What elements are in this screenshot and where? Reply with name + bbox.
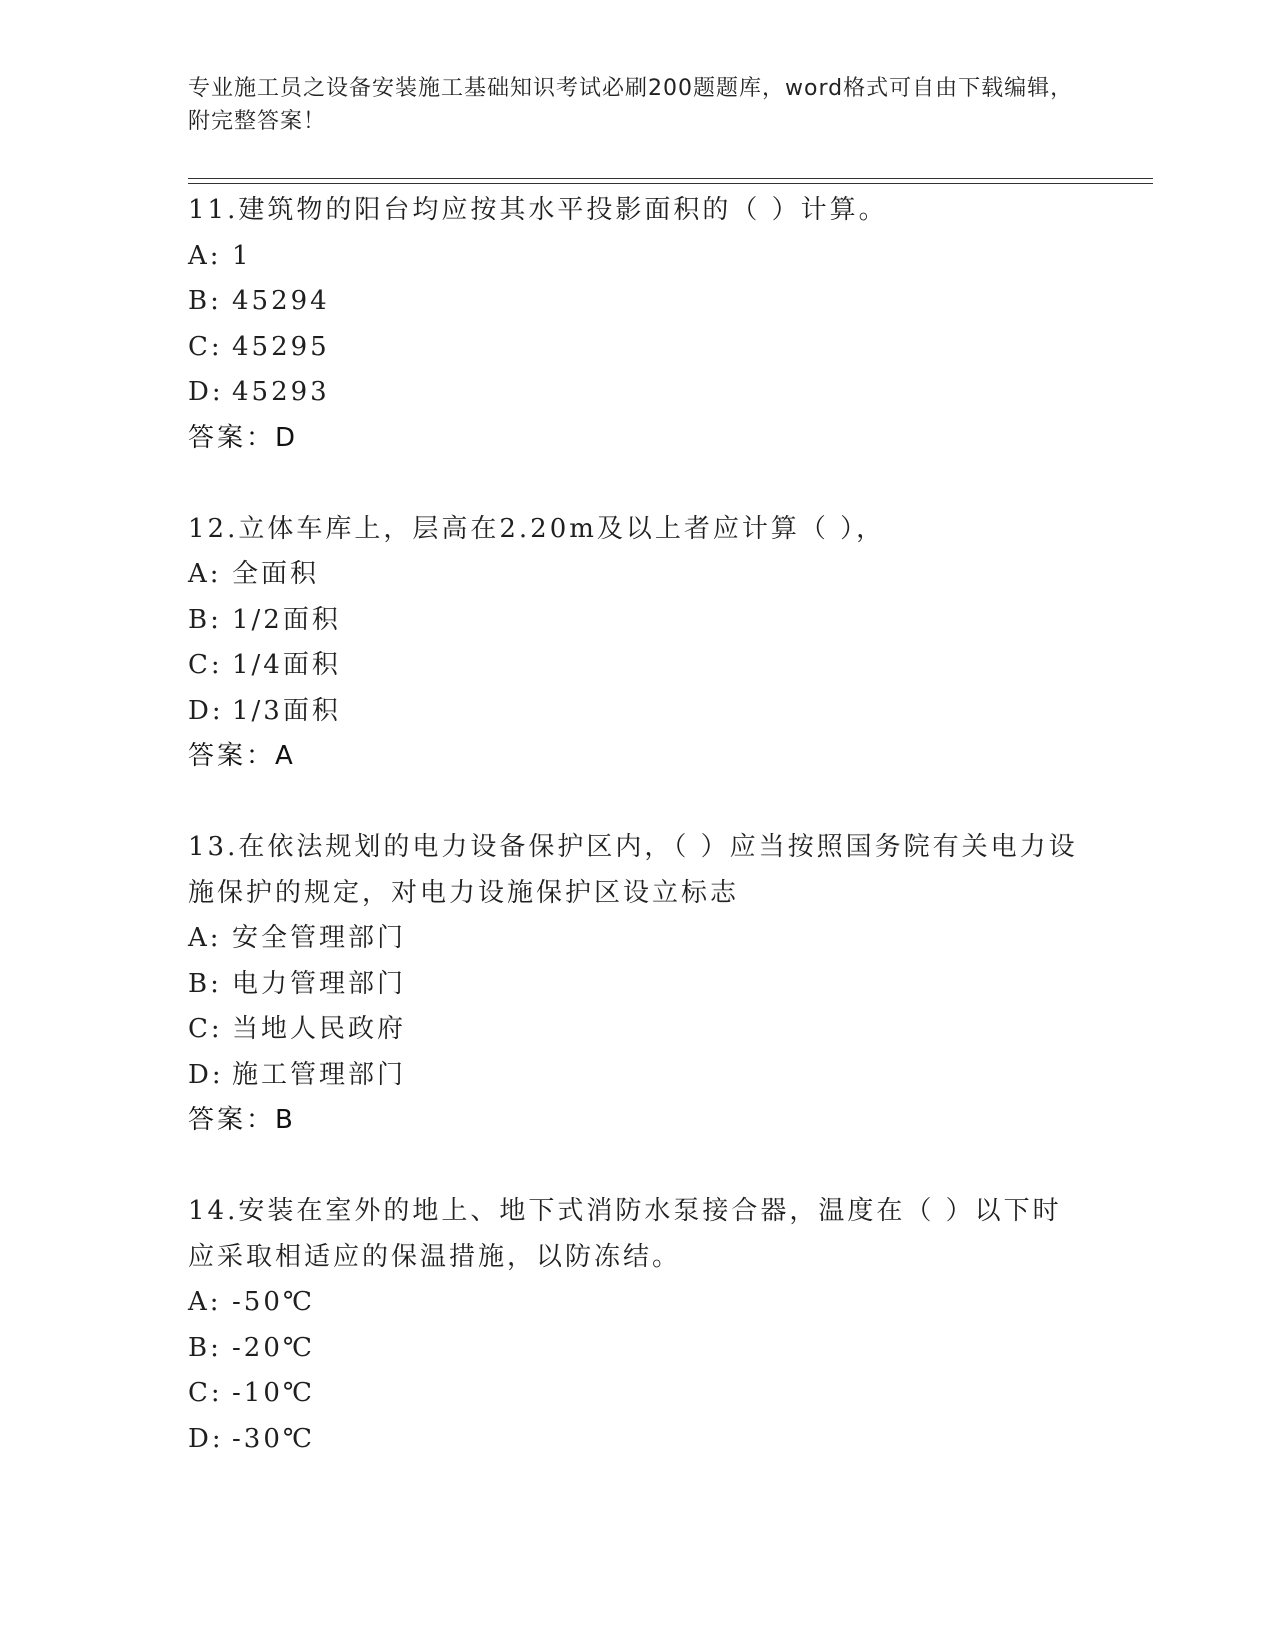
- option-letter: B:: [188, 968, 222, 999]
- option-text: 1/3面积: [232, 695, 341, 726]
- answer-line: 答案：B: [188, 1105, 296, 1135]
- option-letter: D:: [188, 1059, 224, 1090]
- option-text: 45293: [232, 377, 330, 407]
- document-header: [188, 72, 1088, 138]
- option-a: [188, 916, 1088, 962]
- question-stem: 11.建筑物的阳台均应按其水平投影面积的（ ）计算。: [188, 195, 888, 225]
- header-divider-bottom: [188, 183, 1153, 184]
- option-letter: A:: [188, 559, 222, 589]
- option-text: 1: [232, 240, 252, 271]
- question-spacer: [188, 780, 1088, 826]
- option-b: [188, 279, 1088, 325]
- question-11: [188, 188, 1088, 461]
- option-text: 1/2面积: [232, 604, 341, 635]
- option-text: 当地人民政府: [232, 1014, 407, 1044]
- question-spacer: [188, 461, 1088, 507]
- option-text: -50℃: [232, 1287, 315, 1317]
- option-letter: C:: [188, 650, 223, 680]
- question-stem: 13.在依法规划的电力设备保护区内，（ ）应当按照国务院有关电力设施保护的规定，对电力设施保护区设立标志: [188, 832, 1078, 908]
- answer-line: 答案：A: [188, 741, 296, 771]
- question-stem: 12.立体车库上，层高在2.20m及以上者应计算（ ），: [188, 513, 886, 544]
- option-a: [188, 234, 1088, 280]
- option-text: -30℃: [232, 1423, 315, 1454]
- option-d: [188, 689, 1088, 735]
- option-letter: C:: [188, 1014, 223, 1044]
- answer-line: 答案：D: [188, 422, 299, 453]
- option-b: [188, 1326, 1088, 1372]
- header-title: 专业施工员之设备安装施工基础知识考试必刷200题题库，word格式可自由下载编辑，附完整答案！: [188, 76, 1074, 134]
- option-text: 45295: [232, 331, 330, 362]
- option-c: [188, 643, 1088, 689]
- option-text: -10℃: [232, 1378, 315, 1408]
- option-c: [188, 1371, 1088, 1417]
- option-letter: A:: [188, 923, 222, 953]
- option-text: 全面积: [232, 559, 320, 589]
- option-c: [188, 325, 1088, 371]
- option-text: 45294: [232, 286, 330, 316]
- option-letter: D:: [188, 377, 224, 407]
- option-a: [188, 1280, 1088, 1326]
- option-letter: C:: [188, 1378, 223, 1408]
- option-letter: D:: [188, 1423, 224, 1454]
- header-divider-top: [188, 178, 1153, 179]
- question-14: [188, 1189, 1088, 1462]
- question-12: [188, 507, 1088, 780]
- option-letter: A:: [188, 240, 222, 271]
- option-text: 施工管理部门: [232, 1059, 407, 1090]
- question-13: [188, 825, 1088, 1144]
- option-letter: B:: [188, 604, 222, 635]
- option-d: [188, 1053, 1088, 1099]
- option-d: [188, 1417, 1088, 1463]
- option-c: [188, 1007, 1088, 1053]
- option-d: [188, 370, 1088, 416]
- option-text: -20℃: [232, 1332, 315, 1363]
- option-text: 1/4面积: [232, 650, 341, 680]
- option-b: [188, 962, 1088, 1008]
- option-a: [188, 552, 1088, 598]
- question-stem: 14.安装在室外的地上、地下式消防水泵接合器，温度在（ ）以下时应采取相适应的保温措施，以防冻结。: [188, 1196, 1062, 1272]
- option-letter: C:: [188, 331, 223, 362]
- option-b: [188, 598, 1088, 644]
- option-letter: A:: [188, 1287, 222, 1317]
- option-letter: B:: [188, 286, 222, 316]
- option-text: 电力管理部门: [232, 968, 407, 999]
- option-text: 安全管理部门: [232, 923, 407, 953]
- question-list: [188, 188, 1088, 1462]
- question-spacer: [188, 1144, 1088, 1190]
- option-letter: B:: [188, 1332, 222, 1363]
- option-letter: D:: [188, 695, 224, 726]
